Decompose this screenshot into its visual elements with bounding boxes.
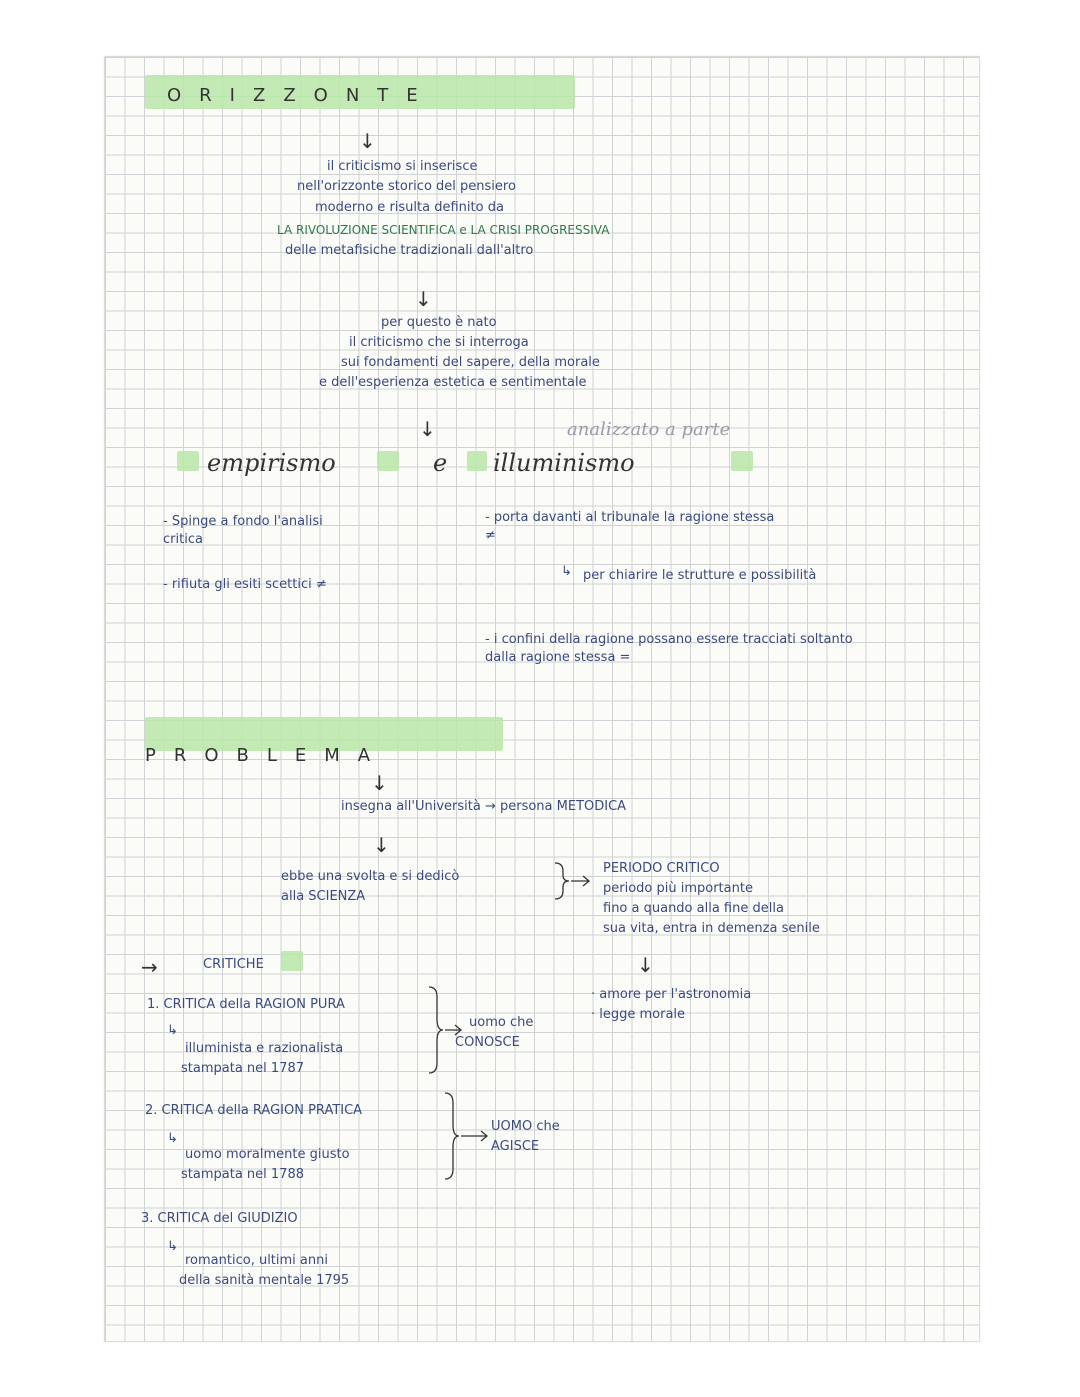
uomo-line: uomo che [469, 1015, 534, 1030]
critica-sub: stampata nel 1788 [181, 1167, 304, 1182]
critiche-label: CRITICHE [203, 957, 264, 972]
notebook-page [104, 56, 980, 1342]
paragraph-line: nell'orizzonte storico del pensiero [297, 179, 516, 194]
curly-brace-icon [427, 985, 467, 1075]
periodo-line: sua vita, entra in demenza senile [603, 921, 820, 936]
uomo-line: UOMO che [491, 1119, 560, 1134]
illuminismo-point: per chiarire le strutture e possibilità [583, 568, 817, 583]
paragraph-line: delle metafisiche tradizionali dall'altro [285, 243, 534, 258]
periodo-line: fino a quando alla fine della [603, 901, 784, 916]
and-connector: e [433, 449, 448, 477]
periodo-line: periodo più importante [603, 881, 753, 896]
critica-sub: romantico, ultimi anni [185, 1253, 328, 1268]
paragraph-line: moderno e risulta definito da [315, 200, 504, 215]
down-arrow-icon: ↓ [637, 953, 654, 977]
bullet-item: · amore per l'astronomia [591, 987, 752, 1002]
right-arrow-icon: → [141, 955, 158, 979]
down-arrow-icon: ↓ [373, 833, 390, 857]
problema-line: ebbe una svolta e si dedicò [281, 869, 460, 884]
critica-title: 2. CRITICA della RAGION PRATICA [145, 1103, 363, 1118]
paragraph-line: LA RIVOLUZIONE SCIENTIFICA e LA CRISI PROGRESSIVA [277, 223, 610, 237]
faint-note: analizzato a parte [567, 419, 731, 440]
down-arrow-icon: ↓ [419, 417, 436, 441]
down-arrow-icon: ↓ [371, 771, 388, 795]
highlight-mark [467, 451, 487, 471]
critica-title: 1. CRITICA della RAGION PURA [147, 997, 345, 1012]
paragraph-line: il criticismo si inserisce [327, 159, 478, 174]
empirismo-point: - rifiuta gli esiti scettici ≠ [163, 577, 327, 592]
paragraph-line: sui fondamenti del sapere, della morale [341, 355, 600, 370]
bullet-item: · legge morale [591, 1007, 686, 1022]
paragraph-line: per questo è nato [381, 315, 497, 330]
critica-sub: illuminista e razionalista [185, 1041, 344, 1056]
down-arrow-icon: ↓ [359, 129, 376, 153]
paragraph-line: e dell'esperienza estetica e sentimentale [319, 375, 587, 390]
problema-line: alla SCIENZA [281, 889, 366, 904]
highlight-mark [177, 451, 199, 471]
arrow-hook-icon: ↳ [561, 564, 572, 579]
illuminismo-point: - i confini della ragione possano essere tracciati soltanto dalla ragione stessa = [485, 632, 853, 665]
down-arrow-icon: ↓ [415, 287, 432, 311]
highlight-mark [281, 951, 303, 971]
uomo-line: CONOSCE [455, 1035, 520, 1050]
highlight-mark [377, 451, 399, 471]
arrow-hook-icon: ↳ [167, 1239, 178, 1254]
critica-sub: della sanità mentale 1795 [179, 1273, 350, 1288]
arrow-hook-icon: ↳ [167, 1023, 178, 1038]
critica-title: 3. CRITICA del GIUDIZIO [141, 1211, 298, 1226]
periodo-line: PERIODO CRITICO [603, 861, 720, 876]
curly-brace-icon [553, 861, 593, 901]
uomo-line: AGISCE [491, 1139, 540, 1154]
curly-brace-icon [443, 1091, 495, 1181]
illuminismo-title: illuminismo [493, 449, 635, 477]
critica-sub: stampata nel 1787 [181, 1061, 304, 1076]
highlight-mark [731, 451, 753, 471]
empirismo-point: - Spinge a fondo l'analisi critica [163, 514, 323, 547]
empirismo-title: empirismo [207, 449, 336, 477]
problema-line: insegna all'Università → persona METODICA [341, 799, 627, 814]
heading-problema: PROBLEMA [145, 745, 389, 766]
illuminismo-point: - porta davanti al tribunale la ragione stessa ≠ [485, 510, 775, 543]
heading-orizzonte: ORIZZONTE [167, 85, 436, 106]
critica-sub: uomo moralmente giusto [185, 1147, 350, 1162]
paragraph-line: il criticismo che si interroga [349, 335, 529, 350]
arrow-hook-icon: ↳ [167, 1131, 178, 1146]
